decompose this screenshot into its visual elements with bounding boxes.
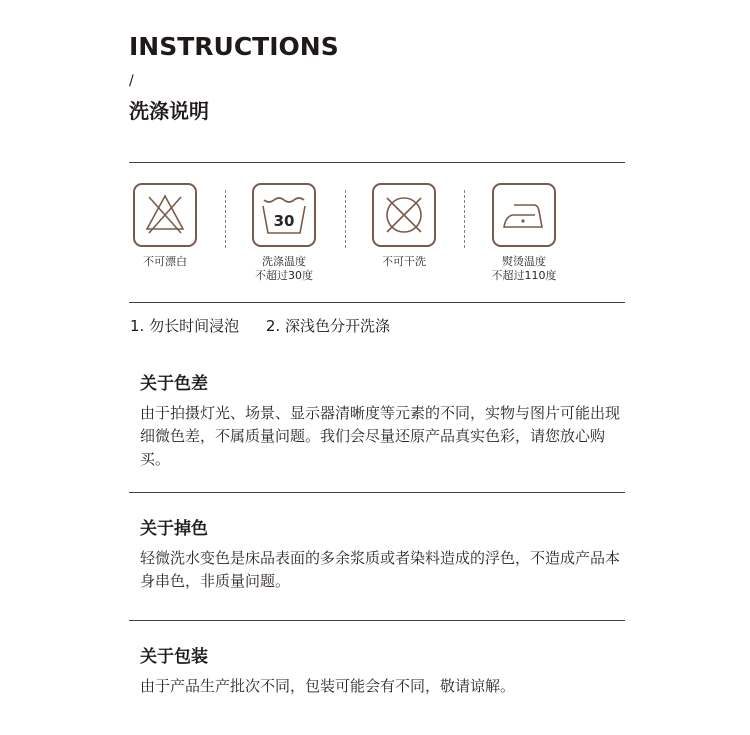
page-title-cn: 洗涤说明 xyxy=(129,99,209,123)
section-title: 关于掉色 xyxy=(140,519,208,539)
section-body: 轻微洗水变色是床品表面的多余浆质或者染料造成的浮色，不造成产品本身串色，非质量问题。 xyxy=(140,549,621,590)
divider xyxy=(129,492,625,493)
section-title: 关于色差 xyxy=(140,374,208,394)
section-body: 由于拍摄灯光、场景、显示器清晰度等元素的不同，实物与图片可能出现细微色差，不属质量问题。我们会尽量还原产品真实色彩，请您放心购买。 xyxy=(140,404,621,468)
no-bleach-icon xyxy=(133,183,197,247)
no-dry-clean-label: 不可干洗 xyxy=(382,255,426,268)
section-fading xyxy=(140,517,620,593)
tip-separate-colors: 2. 深浅色分开洗涤 xyxy=(265,317,390,335)
divider-icons xyxy=(129,302,625,303)
iron-icon xyxy=(492,183,556,247)
wash-tips xyxy=(130,316,390,336)
divider xyxy=(129,620,625,621)
care-item-no-dry-clean xyxy=(344,183,464,269)
care-item-no-bleach xyxy=(105,183,225,269)
no-bleach-label: 不可漂白 xyxy=(143,255,187,268)
no-dry-clean-icon xyxy=(372,183,436,247)
wash-30-label: 洗涤温度 不超过30度 xyxy=(255,255,313,282)
care-item-iron xyxy=(464,183,584,283)
section-packaging xyxy=(140,645,620,698)
title-separator: / xyxy=(129,73,134,89)
care-item-wash-30 xyxy=(224,183,344,283)
section-title: 关于包装 xyxy=(140,647,208,667)
divider-top xyxy=(129,162,625,163)
section-body: 由于产品生产批次不同，包装可能会有不同，敬请谅解。 xyxy=(140,677,516,695)
page-title-en: INSTRUCTIONS xyxy=(129,32,339,61)
wash-30-icon xyxy=(252,183,316,247)
iron-label: 熨烫温度 不超过110度 xyxy=(491,255,557,282)
section-color-difference xyxy=(140,372,620,471)
tip-no-soak: 1. 勿长时间浸泡 xyxy=(130,317,240,335)
wash-temp-number: 30 xyxy=(273,212,295,230)
care-icons-row xyxy=(129,183,625,293)
